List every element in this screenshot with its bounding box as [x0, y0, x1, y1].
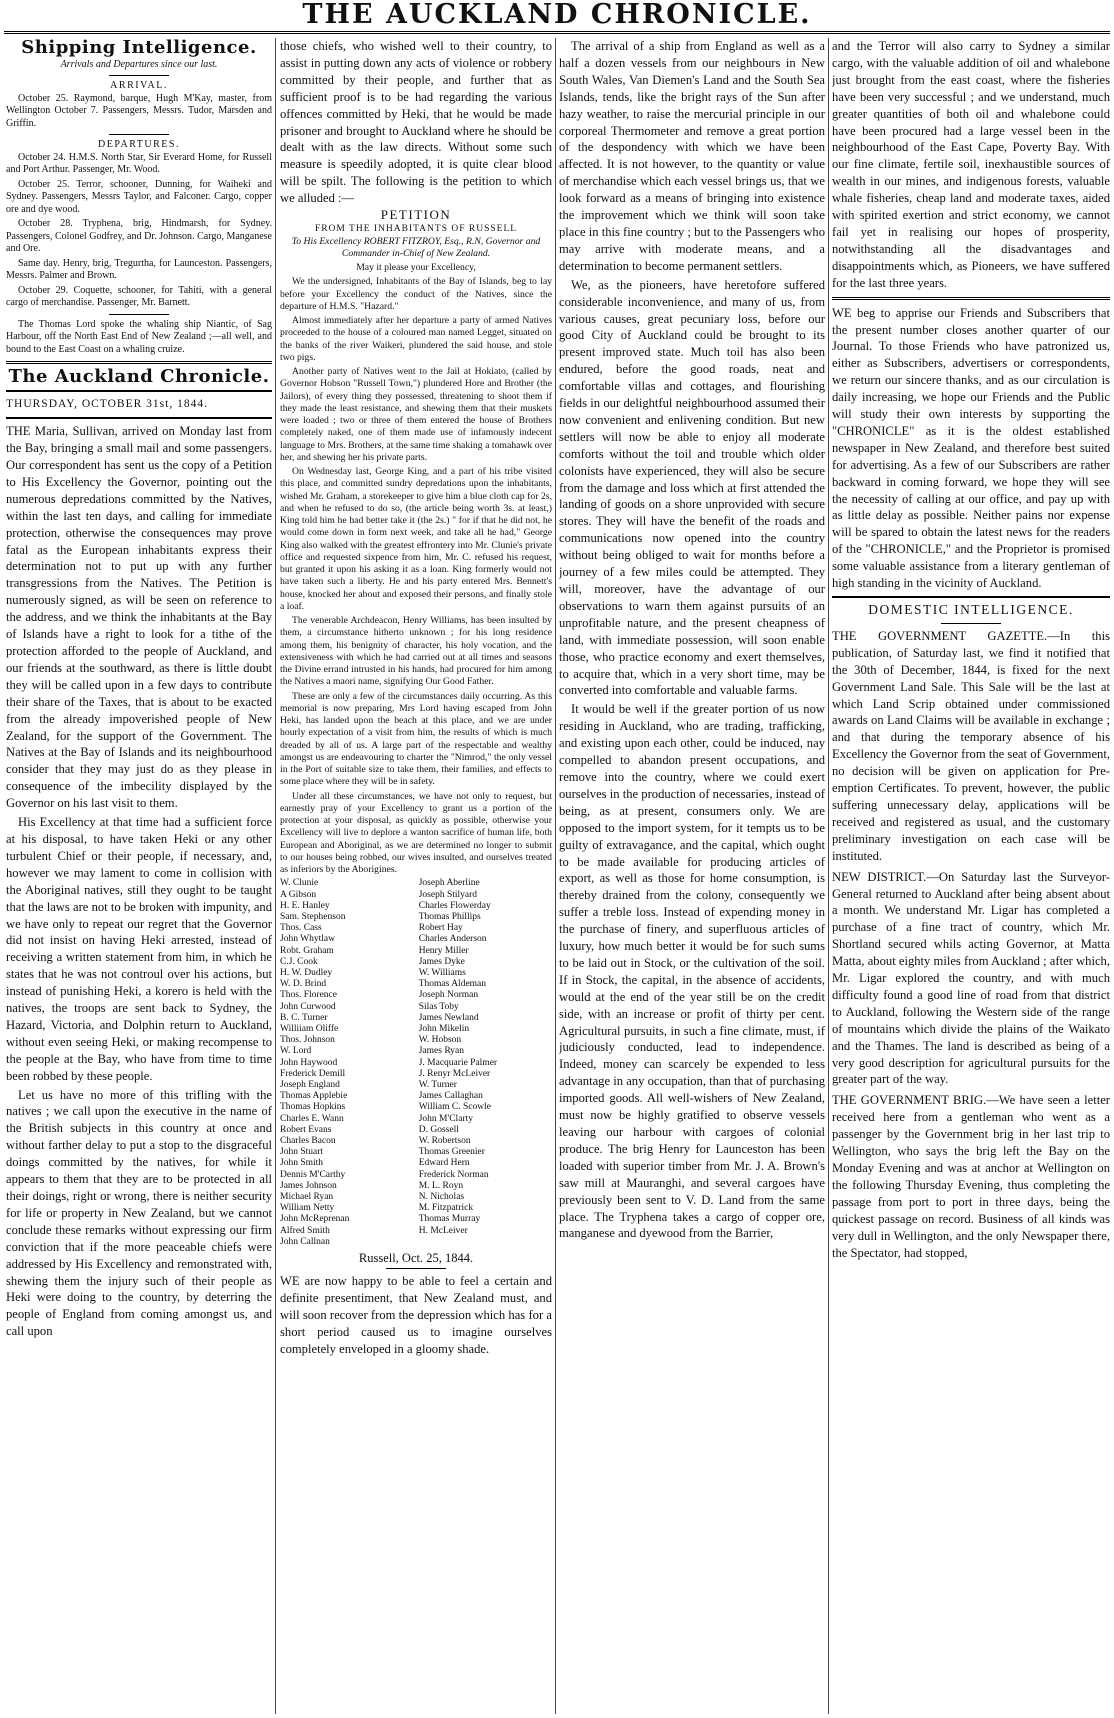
signature-name: William Netty: [280, 1203, 335, 1214]
signature-name: J. Renyr McLeiver: [418, 1068, 491, 1079]
petition-place-date: Russell, Oct. 25, 1844.: [358, 1251, 474, 1266]
petition-from: FROM THE INHABITANTS OF RUSSELL: [314, 224, 518, 235]
column-divider: [275, 38, 276, 1714]
signature-name: James Callaghan: [418, 1091, 483, 1102]
signature-name: W. Lord: [280, 1046, 312, 1057]
shipping-note: The Thomas Lord spoke the whaling ship Niantic, of Sag Harbour, off the North East End of New Zealand ;—all well, and bound to the East Coast on a whaling cruize.: [6, 318, 272, 355]
news-item-text: —On Saturday last the Surveyor-General returned to Auckland after being absent about a month. We understand Mr. Ligar has completed a purchase of a fine tract of country, which Mr. Shortland secured whils acting Governor, at Matta Matta, about eighty miles from Auckland ; after which, Mr. Ligar explored the country, and with much difficulty found a good line of road from that district to Auckland, following the Western side of the range of mountains which divide the plains of the Waikato and the Thames. The land is described as being of a very good description for agricultural pursuits for the greater part of the way.: [832, 869, 1110, 1087]
divider: [941, 623, 1001, 624]
dateline: THURSDAY, OCTOBER 31st, 1844.: [6, 398, 208, 411]
petition-addressee: To His Excellency ROBERT FITZROY, Esq., R.N, Governor and Commander in-Chief of New Zealand.: [291, 235, 541, 259]
news-item: [832, 869, 1110, 1089]
signature-name: John Callnan: [280, 1236, 330, 1247]
departures-heading: DEPARTURES.: [98, 139, 180, 151]
departure-entry: October 24. H.M.S. North Star, Sir Everard Home, for Russell and Port Arthur. Passenger, Mr. Wood.: [6, 151, 272, 176]
signature-name: W. Clunie: [280, 878, 319, 889]
signature-name: W. Hobson: [418, 1035, 462, 1046]
signature-name: Williiam Oliffe: [280, 1023, 339, 1034]
arrival-heading: ARRIVAL.: [110, 80, 168, 92]
newspaper-title: THE AUCKLAND CHRONICLE.: [302, 0, 812, 30]
signature-name: John Curwood: [280, 1001, 336, 1012]
subscriber-notice: WE beg to apprise our Friends and Subscribers that the present number closes another quarter of our Journal. To those Friends who have patronized us, either as Subscribers, advertisers or correspondents, we return our sincere thanks, and as our circulation is daily increasing, we hope our Friends and the Public will study their own interests by supporting the "CHRONICLE" as it is the oldest established newspaper in New Zealand, and therefore best suited for advertising. As a few of our Subscribers are rather backward in coming forward, we hope they will see the necessity of calling at our office, and pay up with as little delay as possible. Neither pains nor expense will be spared to obtain the latest news for the readers of the "CHRONICLE," and the Proprietor is promised some valuable assistance from a literary gentleman of high standing in the vicinity of Auckland.: [832, 305, 1110, 591]
signature-name: W. Robertson: [418, 1135, 471, 1146]
signature-name: Thomas Phillips: [418, 911, 481, 922]
signature-name: Robert Evans: [280, 1124, 332, 1135]
column-3: [559, 38, 825, 1714]
departure-entry: October 25. Terror, schooner, Dunning, for Waiheki and Sydney. Passengers, Messrs Taylor, and Falconer. Cargo, copper ore and dye wood.: [6, 178, 272, 215]
divider: [832, 596, 1110, 598]
petition-paragraph: The venerable Archdeacon, Henry Williams, has been insulted by them, a circumstance hitherto unknown ; for his long residence among them, his benignity of character, his holy vocation, and the extensiveness with which he had carried out at all times and seasons the Divine errand intrusted in his hands, had procured for him among the Natives a maori name, signifying Our Good Father.: [280, 615, 552, 688]
paper-section-title: The Auckland Chronicle.: [8, 366, 270, 388]
signature-name: J. Macquarie Palmer: [418, 1057, 498, 1068]
signature-name: Charles Flowerday: [418, 900, 491, 911]
signature-name: W. Williams: [418, 967, 466, 978]
signature-name: John Stuart: [280, 1147, 324, 1158]
article-paragraph: and the Terror will also carry to Sydney a similar cargo, with the valuable addition of oil and whalebone just brought from the east coast, where the fisheries have been very successful ; and we understand, much greater quantities of both oil and whalebone could have been procured had a large vessel been in the neighbourhood of the East Cape, Poverty Bay. With our fine climate, fertile soil, inexhaustible sources of wealth in our mines, and indigenous forests, valuable whale fisheries, cheap land and moderate taxes, aided with spirited exertion and strict economy, we cannot fail yet in realising our hopes of prosperity, notwithstanding all the disadvantages and disappointments which, as Pioneers, we have suffered for the last three years.: [832, 39, 1110, 290]
signature-name: Frederick Norman: [418, 1169, 489, 1180]
divider: [109, 314, 169, 315]
signature-name: W. Turner: [418, 1079, 457, 1090]
signature-name: Joseph Norman: [418, 990, 479, 1001]
signature-name: Robert Hay: [418, 923, 463, 934]
signature-name: Thomas Applebie: [280, 1091, 348, 1102]
signature-name: Dennis M'Carthy: [280, 1169, 346, 1180]
shipping-subtitle: Arrivals and Departures since our last.: [60, 58, 218, 70]
signatures-left: [280, 878, 413, 1248]
article-paragraph: The arrival of a ship from England as well as a half a dozen vessels from our neighbours in New South Wales, Van Diemen's Land and the South Sea Islands, tends, like the bright rays of the Sun after hazy weather, to raise the mercurial principle in our corporeal Thermometer and remove a great portion of the despondency with which we have been affected. It is not however, to the quantity or value of merchandise which each vessel brings us, that we look forward as a means of bringing into existence the improvement which we think will soon take place in this fine country ; but to the Passengers who may arrive with moderate means, and a determination to become permanent settlers.: [559, 39, 825, 273]
signature-name: James Newland: [418, 1012, 479, 1023]
signature-name: Joseph England: [280, 1079, 340, 1090]
divider: [109, 134, 169, 135]
divider: [6, 390, 272, 392]
signature-name: W. D. Brind: [280, 979, 327, 990]
signature-name: John Mikelin: [418, 1023, 470, 1034]
signature-name: D. Gossell: [418, 1124, 459, 1135]
signature-name: Michael Ryan: [280, 1192, 334, 1202]
signature-name: Charles E. Wann: [280, 1113, 344, 1124]
petition-title: PETITION: [380, 207, 452, 223]
masthead-rule: [4, 31, 1110, 34]
masthead: [0, 0, 1114, 34]
signatures-right: [419, 878, 552, 1248]
editorial-paragraph: THE Maria, Sullivan, arrived on Monday last from the Bay, bringing a small mail and some passengers. Our correspondent has sent us the copy of a Petition to His Excellency the Governor, pointing out the numerous depredations committed by the Natives, within the last ten days, and calling for immediate protection, otherwise the consequences may prove fatal as the European inhabitants express their determination not to put up with any further transgressions from the Natives. The Petition is numerously signed, as will be seen on reference to the address, and we think the inhabitants at the Bay of Islands have a right to look for a tithe of the protection afforded to the people of Auckland, and our friends at the southward, as there is little doubt they will be called upon in a few days to contribute their share of the Taxes, that is about to be exacted from the already impoverished people of New Zealand, for the support of the Government. The Natives at the Bay of Islands and its neighbourhood consider that they may just do as they please in consequence of the imbecility displayed by the Governor on his last visit to them.: [6, 424, 272, 811]
signature-name: James Johnson: [280, 1180, 337, 1191]
divider: [832, 297, 1110, 300]
editorial-continued: those chiefs, who wished well to their country, to assist in putting down any acts of violence or robbery committed by their people, and further that as sufficient proof is to be had regarding the various offences committed by Heki, that he would be made prisoner and brought to Auckland where he should be dealt with as the law directs. Without some such measure is speedily adopted, it is quite clear blood will be spilt. The following is the petition to which we alluded :—: [280, 39, 552, 206]
departure-entry: Same day. Henry, brig, Tregurtha, for Launceston. Passengers, Messrs. Palmer and Brown.: [6, 257, 272, 282]
news-item-heading: THE GOVERNMENT BRIG.: [832, 1093, 987, 1108]
departure-entry: October 28. Tryphena, brig, Hindmarsh, for Sydney. Passengers, Colonel Godfrey, and Dr. Johnson. Cargo, Manganese and Ore.: [6, 218, 272, 255]
signature-name: Thomas Aldeman: [418, 979, 487, 990]
petition-paragraph: Another party of Natives went to the Jail at Hokiato, (called by Governor Hobson "Russell Town,") plundered Hore and Brother (the Jailors), of every thing they possessed, threatening to shoot them if they made the least resistance, and shewing them that their muskets were loaded ; two or three of them entered the house of Brothers completely naked, one of them made use of infamously indecent language to Mrs. Brothers, at the same time shaking a tomahawk over her, and shewing her his private parts.: [280, 366, 552, 463]
signature-name: Thos. Florence: [280, 990, 337, 1001]
signature-name: M. L. Royn: [418, 1180, 464, 1191]
article-paragraph: It would be well if the greater portion of us now residing in Auckland, who are trading, trafficking, and existing upon each other, could be induced, nay compelled to abandon present occupations, and remove into the country, where we could exert ourselves in the production of necessaries, instead of being, as at present, consumers only. We are opposed to the import system, for it tempts us to be guilty of extravagance, and the capital, which ought to be made available for producing articles of export, as well as those for home consumption, is thereby drained from the colony, consequently we suffer a treble loss. Instead of expending money in the purchase of finery, and superfluous articles of luxury, how much better it would be for such sums to be laid out in Stock, or the cultivation of the soil. If in Stock, the capital, in the absence of accidents, would at the end of the year still be on the credit side, with an increase or profit of thirty per cent. Agricultural pursuits, in such a fine climate, must, if judiciously conducted, lead to independence. Indeed, money can scarcely be expended to less advantage in any occupation, than that of purchasing imported goods. All well-wishers of New Zealand, must now be highly gratified to observe vessels leaving our harbour with cargoes of colonial produce. The brig Henry for Launceston has been loaded with superior timber from Mr. J. A. Brown's saw mill at Mauranghi, and several cargoes have previously been sent to V. D. Land from the same place. The Tryphena takes a cargo of copper ore, manganese and dyewood from the Barrier,: [559, 702, 825, 1241]
signature-name: Henry Miller: [418, 945, 469, 956]
divider: [6, 417, 272, 419]
signature-name: H. W. Dudley: [280, 967, 333, 978]
news-item: [832, 628, 1110, 865]
news-item-text: —In this publication, of Saturday last, we find it notified that the 30th of December, 1844, is fixed for the next Government Land Sale. This Sale will be the last at which Land Scrip obtained under commissioned awards on Land Claims will be available in exchange ; and that during the temporary absence of his Excellency the Governor from the seat of Government, no decision will be given on application for Pre-emption Certificates. To prevent, however, the public suffering unnecessary delay, applications will be received and registered as usual, and the customary preliminary investigation on each case will be instituted.: [832, 628, 1110, 863]
signature-name: John Smith: [280, 1158, 324, 1169]
editorial-paragraph: Let us have no more of this trifling with the natives ; we call upon the executive in the name of the British subjects in this country at once and without farther delay to put a stop to the disgraceful doings committed by the natives, for while it appears to them that they are to be protected in all their doings, right or wrong, there is neither security for life or property in New Zealand, but we cannot conclude these remarks without expressing our firm conviction that if the more peaceable chiefs were addressed by His Excellency and remonstrated with, shewing them the injury such of their people as Heki were doing to the country, by deterring the people of England from coming amongst us, and call upon: [6, 1087, 272, 1339]
divider: [6, 361, 272, 364]
signature-name: B. C. Turner: [280, 1012, 328, 1023]
news-item-heading: NEW DISTRICT.: [832, 869, 927, 884]
signature-name: Joseph Stilyard: [418, 889, 478, 900]
news-item-heading: THE GOVERNMENT GAZETTE.: [832, 628, 1048, 643]
signature-name: Joseph Aberline: [418, 878, 480, 889]
signature-name: Charles Bacon: [280, 1135, 336, 1146]
signature-name: James Dyke: [418, 956, 465, 967]
signature-name: Thomas Hopkins: [280, 1102, 346, 1113]
signature-name: Thomas Murray: [418, 1214, 481, 1225]
petition-paragraph: These are only a few of the circumstances daily occurring. As this memorial is now preparing, Mrs Lord having escaped from John Heki, has landed upon the beach at this place, and we are under hourly expectation of a visit from him, the results of which is much dreaded by all of us. A large part of the respectable and wealthy amongst us are endeavouring to charter the "Nimrod," the only vessel in the Port of suitable size to take them, their families, and effects to some place where they will be in safety.: [280, 690, 552, 788]
signature-name: Thos. Cass: [280, 923, 322, 934]
signature-name: Edward Hern: [418, 1158, 470, 1169]
petition-paragraph: On Wednesday last, George King, and a part of his tribe visited this place, and committed sundry depredations upon the inhabitants, wished Mr. Graham, a storekeeper to give him a blue cloth cap for 2s, and when he refused to do so, (the article being worth 3s. at least,) King told him he had better take it (the 2s.) " for if that he did not, he would come down in form next week, and take all he had," George King also walked with the greatest effrontery into Mr. Clunie's private office and requested sixpence from him, Mr. C. refused his request, but granted it upon his asking it as a loan. King formerly would not have taken such a liberty. He and his party entered Mrs. Bennett's house, knocked her about and exposed their persons, and finally stole a loaf.: [280, 466, 552, 612]
signature-name: John M'Clarty: [418, 1113, 473, 1124]
departure-entry: October 29. Coquette, schooner, for Tahiti, with a general cargo of merchandise. Passenger, Mr. Barnett.: [6, 284, 272, 309]
signature-name: M. Fitzpatrick: [418, 1203, 474, 1214]
signature-name: C.J. Cook: [280, 956, 318, 967]
signature-name: H. E. Hanley: [280, 900, 330, 911]
shipping-title: Shipping Intelligence.: [21, 38, 257, 58]
news-item-text: —We have seen a letter received here from a gentleman who went as a passenger by the Government brig in her last trip to Wellington, who says the brig left the Bay on the Monday Evening and was at anchor at Wellington on the following Thursday Evening, thus completing the passage from port to port in three days, being the quickest passage on record. Business of all kinds was very dull in Wellington, and the only Newspaper there, the Spectator, had stopped,: [832, 1093, 1110, 1260]
petition-paragraph: Almost immediately after her departure a party of armed Natives proceeded to the house of a coloured man named Legget, situated on the banks of the river Waikeri, plundered the said house, and stole two pigs.: [280, 315, 552, 363]
divider: [109, 75, 169, 76]
signature-name: Frederick Demill: [280, 1068, 346, 1079]
article-paragraph: We, as the pioneers, have heretofore suffered considerable inconvenience, and many of us, from various causes, great pecuniary loss, before our good City of Auckland could be brought to its present improved state. Much toil has also been endured, before the good roads, neat and comfortable villas and cottages, and flourishing fields in our delightful neighbourhood assumed their now convenient and enlivening condition. But new settlers will now be able to enjoy all moderate comforts without the toil and trouble which older colonists have experienced, they will also be secure from the damage and loss which at first attended the landing of goods on a shore unprovided with secure stores. They will have the benefit of the roads and communications now opened into the country without being obliged to wait for months before a journey of a few miles could be attempted. They will, moreover, have the advantage of our observations to warn them against pursuits of an unprofitable nature, and the present cheapness of land, with immediate possession, will soon enable those, who practice economy and exert themselves, to acquire that, which in a very short time, may be converted into comfortable and valuable farms.: [559, 277, 825, 698]
column-2: [280, 38, 552, 1714]
signature-name: John Whytlaw: [280, 934, 335, 945]
closing-paragraph: WE are now happy to be able to feel a certain and definite presentiment, that New Zealand must, and will soon recover from the depression which has for a short period caused us to imagine ourselves completely enveloped in a gloomy shade.: [280, 1274, 552, 1356]
petition-paragraph: We the undersigned, Inhabitants of the Bay of Islands, beg to lay before your Excellency the conduct of the Natives, since the departure of H.M.S. "Hazard.": [280, 276, 552, 312]
column-divider: [828, 38, 829, 1714]
arrival-entry: October 25. Raymond, barque, Hugh M'Kay, master, from Wellington October 7. Passengers, Messrs. Tudor, Marsden and Griffin.: [6, 92, 272, 129]
signature-name: James Ryan: [418, 1046, 464, 1057]
column-4: [832, 38, 1110, 1714]
domestic-intelligence-title: DOMESTIC INTELLIGENCE.: [868, 602, 1074, 617]
signature-name: William C. Scowle: [418, 1102, 491, 1113]
signature-name: Thos. Johnson: [280, 1035, 335, 1046]
news-item: [832, 1092, 1110, 1261]
signature-name: Alfred Smith: [280, 1225, 330, 1236]
signature-name: H. McLeiver: [418, 1225, 468, 1236]
petition-salutation: May it please your Excellency,: [356, 262, 476, 274]
signature-name: N. Nicholas: [418, 1192, 465, 1202]
signature-name: Silas Toby: [418, 1001, 459, 1012]
signature-name: John Haywood: [280, 1057, 338, 1068]
column-1: [6, 38, 272, 1714]
divider: [386, 1268, 446, 1269]
signatures: [280, 878, 552, 1248]
editorial-paragraph: His Excellency at that time had a sufficient force at his disposal, to have taken Heki or any other turbulent Chief or their people, if necessary, and, however we may lament to come in collision with the Aboriginal natives, still they ought to be taught that the laws are not to be broken with impunity, and we have only to repeat our regret that the Governor did not insist on having Heki arrested, instead of receiving a written statement from him, in which he states that he was not controul over his actions, but instead of punishing Heki, a korero is held with the natives, the troops are sent back to Sydney, the Hazard, Victoria, and Dolphin return to Auckland, without even seeing Heki, or making recompense to the people at the Bay, who have from time to time been robbed by these people.: [6, 815, 272, 1083]
signature-name: Thomas Greenier: [418, 1147, 485, 1158]
signature-name: Robt. Graham: [280, 945, 334, 956]
petition-paragraph: Under all these circumstances, we have not only to request, but earnestly pray of your Excellency to grant us a portion of the protection at your disposal, as quickly as possible, otherwise your Excellency will live to deplore a wanton sacrifice of human life, both European and Aboriginal, as we are determined no longer to submit to our houses being robbed, our wives insulted, and ourselves treated as inferiors by the Aborigines.: [280, 790, 552, 876]
signature-name: John McReprenan: [280, 1214, 350, 1225]
signature-name: Sam. Stephenson: [280, 911, 346, 922]
signature-name: A Gibson: [280, 889, 317, 900]
column-divider: [555, 38, 556, 1714]
signature-name: Charles Anderson: [418, 934, 487, 945]
